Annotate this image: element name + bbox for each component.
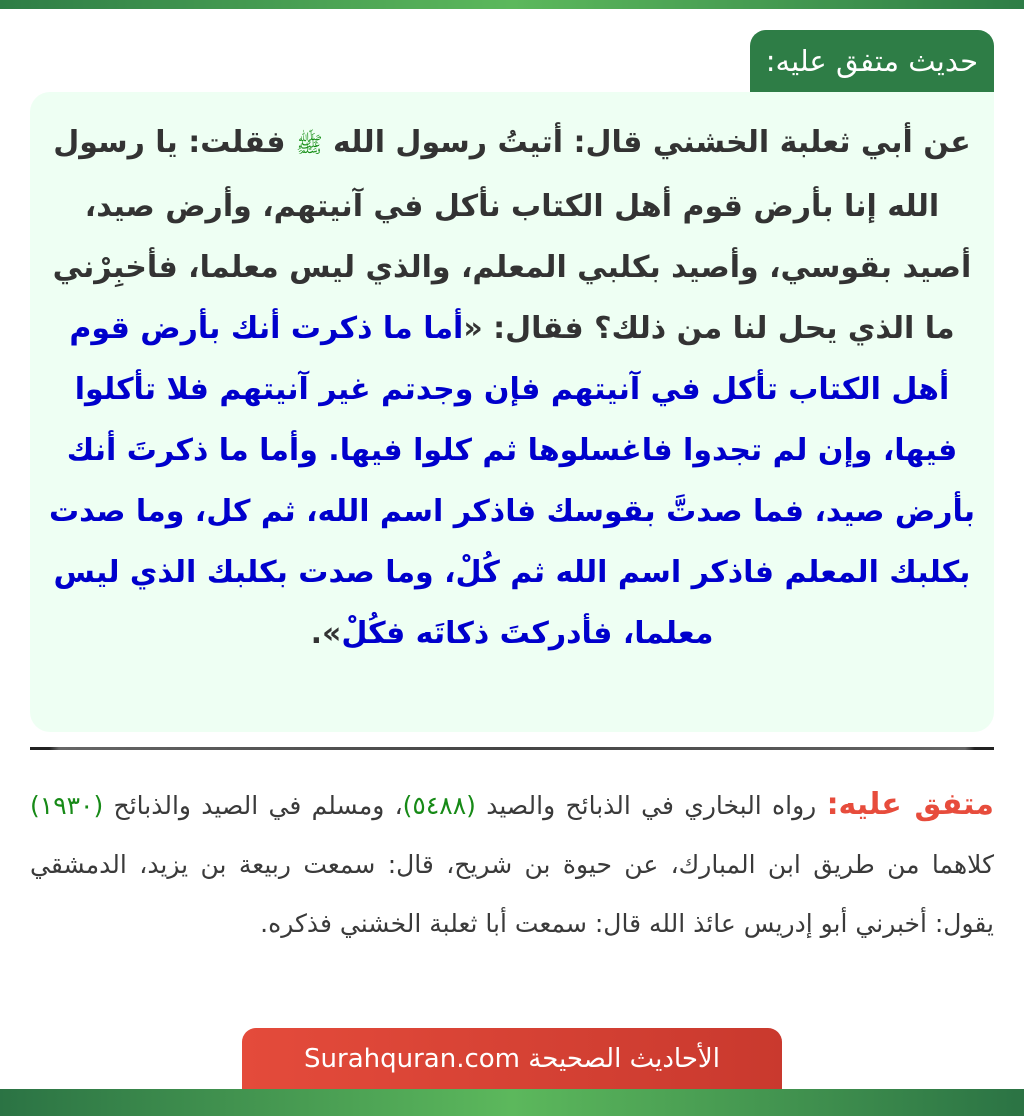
source-part-1: رواه البخاري في الذبائح والصيد xyxy=(475,791,827,820)
prophet-saying: أما ما ذكرت أنك بأرض قوم أهل الكتاب تأكل في آنيتهم فإن وجدتم غير آنيتهم فلا تأكلوا فيها، وإن لم تجدوا فاغسلوها ثم كلوا فيها. وأما ما ذكرتَ أنك بأرض صيد، فما صدتَّ بقوسك فاذكر اسم الله، ثم كل، وما صدت بكلبك المعلم فاذكر اسم الله ثم كُلْ، وما صدت بكلبك الذي ليس معلما، فأدركتَ ذكاتَه فكُلْ xyxy=(48,311,976,651)
site-brand-badge xyxy=(242,1028,782,1089)
bottom-decorative-bar xyxy=(0,1089,1024,1116)
salutation-icon: ﷺ xyxy=(295,133,323,158)
hadith-type-title: حديث متفق عليه: xyxy=(765,44,978,78)
top-decorative-bar xyxy=(0,0,1024,9)
hadith-closing: ». xyxy=(310,616,342,651)
section-divider xyxy=(30,747,994,750)
site-brand-text: الأحاديث الصحيحة Surahquran.com xyxy=(304,1044,720,1074)
bukhari-number: (٥٤٨٨) xyxy=(402,791,476,820)
source-label: متفق عليه: xyxy=(826,787,994,822)
hadith-narration: عن أبي ثعلبة الخشني قال: أتيتُ رسول الله xyxy=(332,125,971,160)
source-part-3: كلاهما من طريق ابن المبارك، عن حيوة بن شريح، قال: سمعت ربيعة بن يزيد، الدمشقي يقول: أخبرني أبو إدريس عائذ الله قال: سمعت أبا ثعلبة الخشني فذكره. xyxy=(30,850,994,938)
source-part-2: ، ومسلم في الصيد والذبائح xyxy=(103,791,403,820)
hadith-question: فقلت: يا رسول الله إنا بأرض قوم أهل الكتاب نأكل في آنيتهم، وأرض صيد، أصيد بقوسي، وأصيد بكلبي المعلم، والذي ليس معلما، فأخبِرْني ما الذي يحل لنا من ذلك؟ فقال: « xyxy=(52,125,972,346)
muslim-number: (١٩٣٠) xyxy=(30,791,104,820)
hadith-type-badge xyxy=(750,30,994,92)
hadith-source xyxy=(30,775,994,953)
hadith-text xyxy=(46,112,978,664)
